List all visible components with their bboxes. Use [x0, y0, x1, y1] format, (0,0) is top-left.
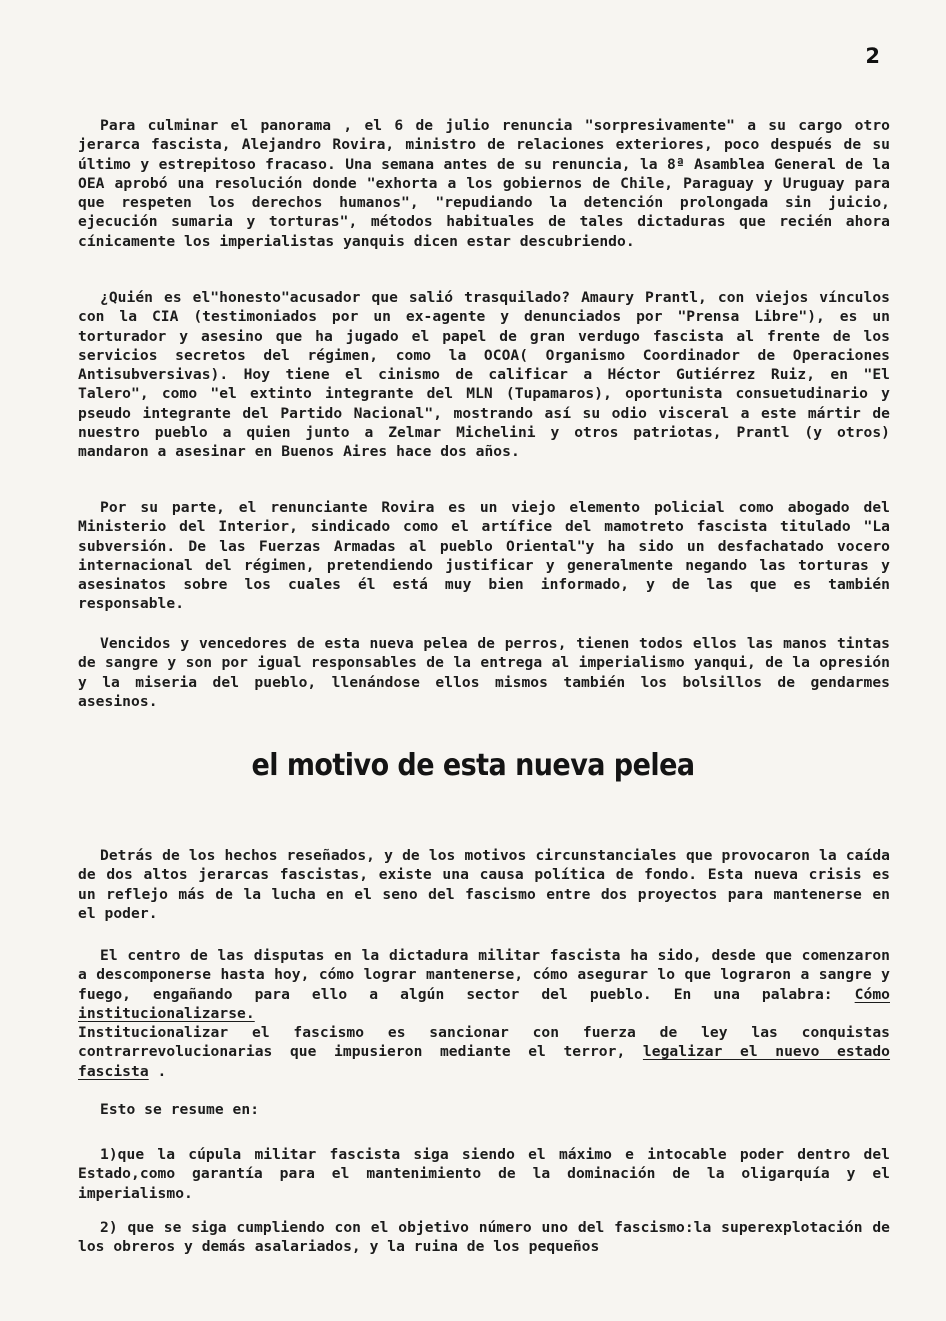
paragraph-resumen [78, 1100, 890, 1119]
paragraph-vencidos [78, 634, 890, 711]
paragraph-text: Por su parte, el renunciante Rovira es un viejo elemento policial como abogado del Ministerio del Interior, sindicado como el artífice del mamotreto fascista titulado "La subversión. De las Fuerzas Armadas al pueblo Oriental"y ha sido un desfachatado vocero internacional del régimen, pretendiendo justificar y generalmente negando las torturas y asesinatos sobre los cuales él está muy bien informado, y de las que es también responsable. [78, 499, 890, 613]
paragraph-text: Institucionalizar el fascismo es sancionar con fuerza de ley las conquistas contrarrevolucionarias que impusieron mediante el terror, [78, 1024, 890, 1061]
underlined-phrase: legalizar el nuevo estado fascista [78, 1043, 891, 1080]
section-heading: el motivo de esta nueva pelea [251, 748, 695, 783]
page-number: 2 [865, 44, 880, 68]
paragraph-prantl [78, 288, 890, 462]
underlined-phrase: Cómo institucionalizarse. [78, 985, 890, 1022]
paragraph-text: . [157, 1062, 167, 1080]
paragraph-text: Vencidos y vencedores de esta nueva pelea de perros, tienen todos ellos las manos tintas de sangre y son por igual responsables de la entrega al imperialismo yanqui, de la opresión y la miseria del pueblo, llenándose ellos mismos también los bolsillos de gendarmes asesinos. [78, 635, 890, 710]
paragraph-text: 2) que se siga cumpliendo con el objetivo número uno del fascismo:la superexplotación de los obreros y demás asalariados, y la ruina de los pequeños [78, 1219, 890, 1256]
paragraph-centro-disputas [78, 946, 890, 1081]
paragraph-text: Para culminar el panorama , el 6 de julio renuncia "sorpresivamente" a su cargo otro jerarca fascista, Alejandro Rovira, ministro de relaciones exteriores, poco después de su último y estrepitoso fracaso. Una semana antes de su renuncia, la 8ª Asamblea General de la OEA aprobó una resolución donde "exhorta a los gobiernos de Chile, Paraguay y Uruguay para que respeten los derechos humanos", "repudiando la detención prolongada sin juicio, ejecución sumaria y torturas", métodos habituales de tales dictaduras que recién ahora cínicamente los imperialistas yanquis dicen estar descubriendo. [78, 117, 890, 250]
paragraph-text: El centro de las disputas en la dictadura militar fascista ha sido, desde que comenzaron a descomponerse hasta hoy, cómo lograr mantenerse, cómo asegurar lo que lograron a sangre y fuego, engañando para ello a algún sector del pueblo. En una palabra: [78, 947, 890, 1003]
paragraph-rovira-background [78, 498, 890, 614]
paragraph-text: ¿Quién es el"honesto"acusador que salió trasquilado? Amaury Prantl, con viejos vínculos con la CIA (testimoniados por un ex-agente y denunciados por "Prensa Libre"), es un torturador y asesino que ha jugado el papel de gran verdugo fascista al frente de los servicios secretos del régimen, como la OCOA( Organismo Coordinador de Operaciones Antisubversivas). Hoy tiene el cinismo de calificar a Héctor Gutiérrez Ruiz, en "El Talero", como "el extinto integrante del MLN (Tupamaros), oportunista consuetudinario y pseudo integrante del Partido Nacional", mostrando así su odio visceral a este mártir de nuestro pueblo a quien junto a Zelmar Michelini y otros patriotas, Prantl (y otros) mandaron a asesinar en Buenos Aires hace dos años. [78, 289, 890, 461]
paragraph-text: Detrás de los hechos reseñados, y de los motivos circunstanciales que provocaron la caída de dos altos jerarcas fascistas, existe una causa política de fondo. Esta nueva crisis es un reflejo más de la lucha en el seno del fascismo entre dos proyectos para mantenerse en el poder. [78, 847, 890, 922]
paragraph-line [78, 1023, 890, 1081]
paragraph-rovira-resignation [78, 116, 890, 251]
paragraph-causa-politica [78, 846, 890, 923]
list-item-1 [78, 1145, 890, 1203]
paragraph-text: Esto se resume en: [100, 1101, 260, 1118]
paragraph-text: 1)que la cúpula militar fascista siga siendo el máximo e intocable poder dentro del Estado,como garantía para el mantenimiento de la dominación de la oligarquía y el imperialismo. [78, 1146, 890, 1202]
list-item-2 [78, 1218, 890, 1257]
